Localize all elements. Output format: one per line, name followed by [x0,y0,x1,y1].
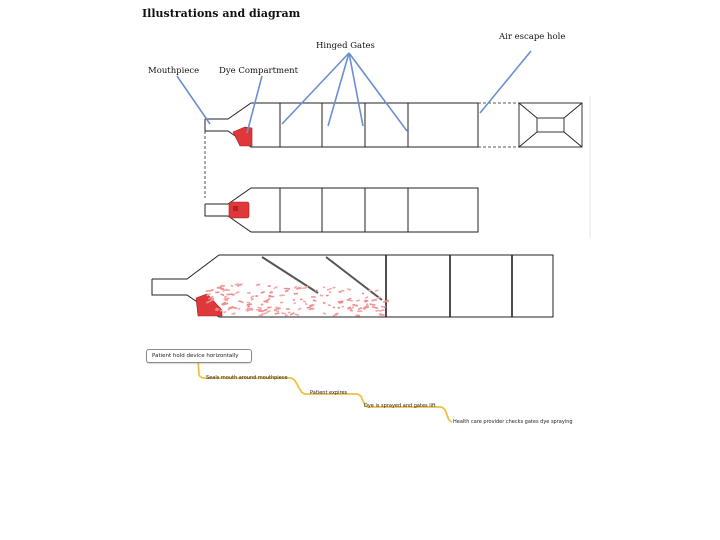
dye-particle [261,291,265,294]
dye-particle [369,303,375,306]
dye-particle [247,302,251,304]
dye-particle [358,307,363,310]
dye-particle [266,310,271,313]
flow-step-1 [146,349,252,363]
dye-particle [268,285,271,287]
dye-particle [238,308,240,310]
dye-particle [267,307,271,309]
dye-particle [250,295,254,298]
dye-particle [350,309,353,311]
dye-particle [379,313,382,315]
dye-particle [224,295,227,298]
dye-particle [255,295,258,297]
dye-particle [285,315,288,317]
dye-particle [303,301,306,303]
dye-particle [357,310,362,312]
dye-particle [247,305,250,307]
dye-particle [372,306,378,309]
dye-particle [230,293,235,295]
dye-particle [347,288,351,291]
dye-particle [230,285,233,287]
dye-particle [223,311,226,313]
dye-particle [323,312,326,314]
dye-capsule-detail [233,206,238,211]
dye-particle [371,299,376,301]
dye-particle [273,286,277,289]
dye-compartment-empty [196,294,222,316]
dye-particle [245,309,250,311]
dye-particle [293,299,295,301]
dye-compartment-shape [233,127,252,146]
dye-particle [280,302,283,304]
dye-capsule [229,202,249,218]
flow-step-5: Health care provider checks gates dye spraying [453,419,573,425]
flow-step-1-label: Patient hold device horizontally [152,353,239,359]
gate-1-lifted [262,257,318,293]
dye-particle [323,302,326,304]
dye-particle [257,307,261,309]
dye-particle [381,306,384,308]
dye-particle [329,291,332,293]
dye-particle [261,304,264,306]
dye-particle [231,313,235,315]
pointer-air-escape [480,51,531,113]
dye-particle [298,308,302,311]
dye-particle [338,307,341,309]
dye-particle [328,304,331,306]
dye-particle [368,290,371,292]
dye-particle [326,295,329,297]
dye-particle [333,307,335,309]
dye-particle [342,306,345,308]
dye-particle [375,309,379,312]
dye-particle [235,291,239,294]
dye-particle [327,288,332,291]
dye-particle [341,290,344,292]
label-air-escape-hole: Air escape hole [499,32,566,42]
dye-particle [294,293,298,295]
dye-particle [320,294,324,296]
flow-step-4: Dye is sprayed and gates lift [364,403,436,409]
dye-particle [323,286,325,288]
dye-particle [285,290,289,293]
dye-particle [284,288,290,290]
dye-particle [286,308,290,310]
dye-particle [352,304,358,307]
dye-particle [268,296,274,298]
dye-particle [206,289,212,292]
dye-particle [348,299,353,301]
page-title: Illustrations and diagram [142,7,301,20]
flow-step-2: Seals mouth around mouthpiece [206,375,288,381]
dye-particle [375,289,379,292]
dye-particle [226,289,230,291]
dye-particle [305,303,308,305]
dye-particle [256,284,260,286]
gate-2-lifted [326,257,382,300]
dye-particle [227,294,231,296]
pointer-gate-3 [349,53,363,126]
label-hinged-gates: Hinged Gates [316,41,375,51]
label-mouthpiece: Mouthpiece [148,66,200,76]
dye-particle [281,312,286,314]
dye-particle [261,312,267,315]
dye-particle [238,300,242,302]
dye-particle [294,313,299,316]
dye-particle [293,302,296,304]
label-dye-compartment: Dye Compartment [219,66,298,76]
dye-particle [220,293,224,296]
dye-particle [298,287,302,289]
dye-particle [300,299,303,301]
flow-step-3: Patient expires [310,390,348,396]
pointer-mouthpiece [177,76,210,124]
dye-particle [311,296,315,298]
pointer-gate-4 [349,53,407,131]
dye-particle [313,299,317,301]
dye-particle [332,286,335,288]
dye-spray-particles [206,283,389,317]
dye-particle [365,296,368,299]
dye-particle [379,309,385,312]
dye-particle [288,312,291,314]
dye-particle [279,294,284,296]
dye-particle [275,312,280,314]
dye-particle [247,292,251,294]
dye-particle [352,307,354,309]
air-escape-end-view [519,103,582,147]
dye-particle [302,287,306,289]
dye-particle [356,299,360,302]
dye-particle [362,292,364,294]
dye-particle [215,291,219,293]
